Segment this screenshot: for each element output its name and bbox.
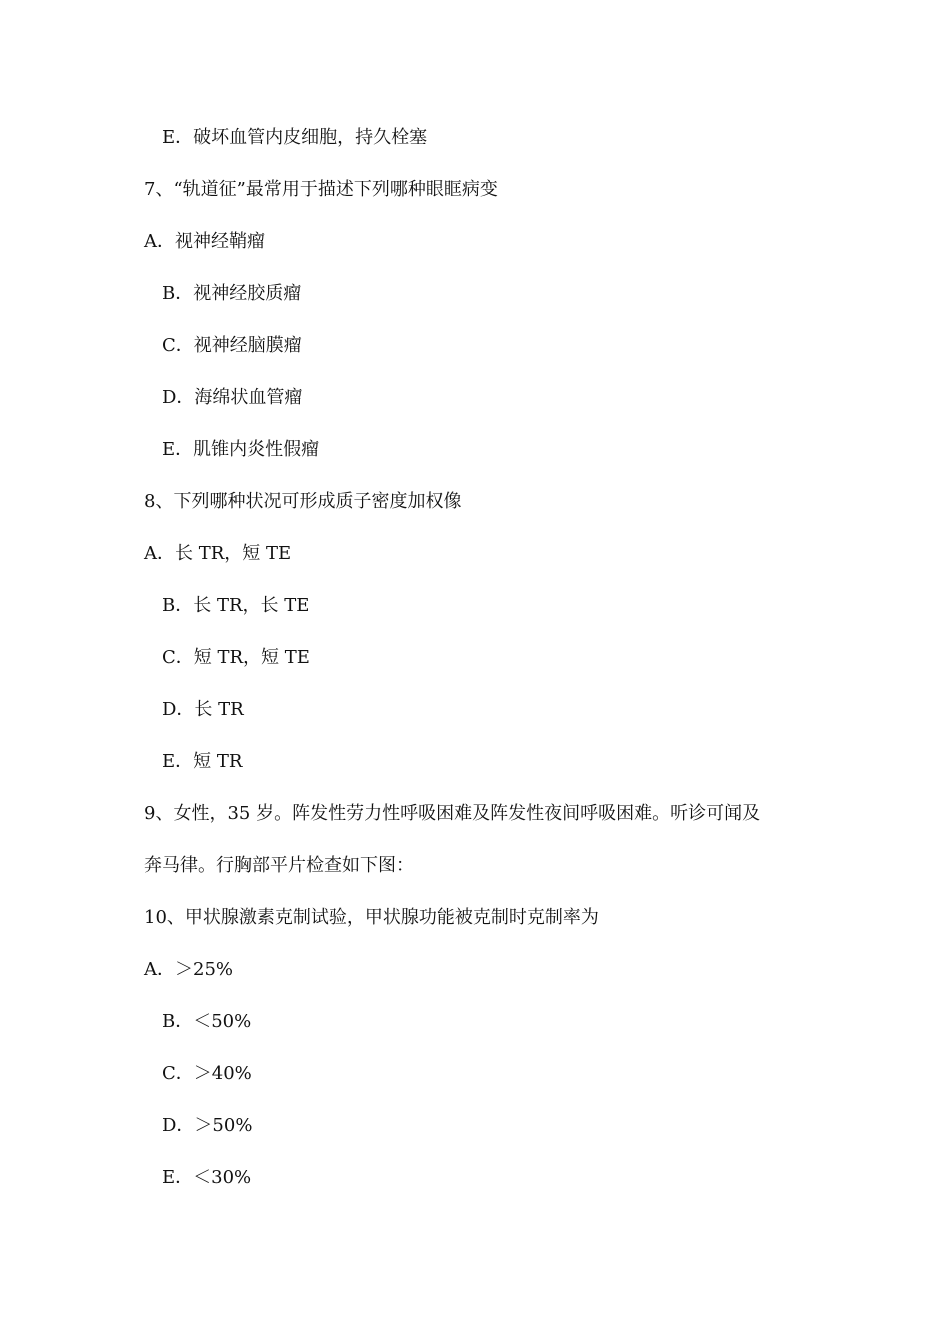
question-line: 奔马律。行胸部平片检查如下图： (144, 855, 414, 876)
question-line: 9、女性，35 岁。阵发性劳力性呼吸困难及阵发性夜间呼吸困难。听诊可闻及 (144, 803, 761, 824)
option-line: B．视神经胶质瘤 (162, 283, 302, 304)
option-line: E．＜30% (162, 1167, 252, 1188)
option-line: C．视神经脑膜瘤 (162, 335, 302, 356)
option-line: B．＜50% (162, 1011, 252, 1032)
option-line: D．长 TR (162, 699, 244, 720)
option-line: E．肌锥内炎性假瘤 (162, 439, 320, 460)
option-line: E．破坏血管内皮细胞，持久栓塞 (162, 127, 428, 148)
option-line: A．＞25% (144, 959, 234, 980)
option-line: D．＞50% (162, 1115, 253, 1136)
option-line: C．短 TR，短 TE (162, 647, 310, 668)
question-line: 8、下列哪种状况可形成质子密度加权像 (144, 491, 462, 512)
question-line: 7、“轨道征”最常用于描述下列哪种眼眶病变 (144, 179, 498, 200)
option-line: B．长 TR，长 TE (162, 595, 310, 616)
option-line: A．视神经鞘瘤 (144, 231, 265, 252)
option-line: D．海绵状血管瘤 (162, 387, 303, 408)
option-line: E．短 TR (162, 751, 243, 772)
option-line: A．长 TR，短 TE (144, 543, 292, 564)
option-line: C．＞40% (162, 1063, 252, 1084)
question-line: 10、甲状腺激素克制试验，甲状腺功能被克制时克制率为 (144, 907, 599, 928)
